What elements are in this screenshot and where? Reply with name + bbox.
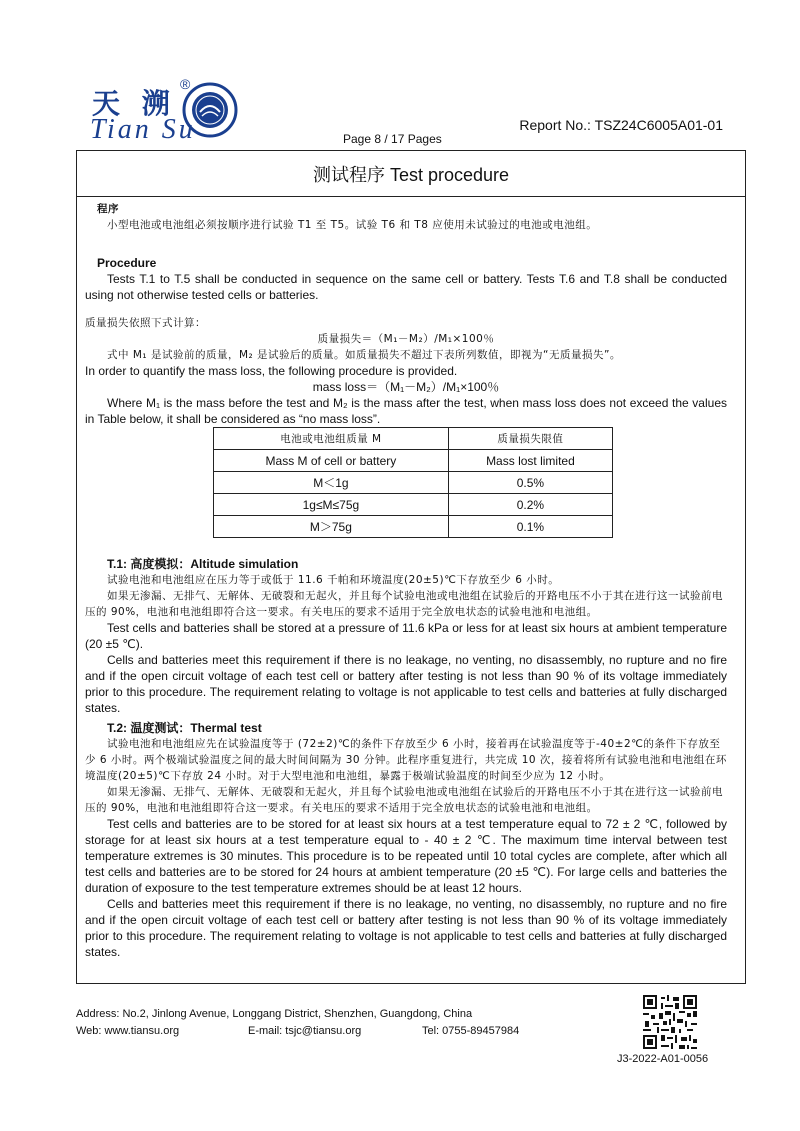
table-header-cell: Mass lost limited (448, 450, 612, 472)
report-number: Report No.: TSZ24C6005A01-01 (519, 117, 723, 133)
table-header-row-en (214, 450, 613, 472)
footer-email: E-mail: tsjc@tiansu.org (248, 1025, 362, 1037)
t1-text-en-1: Test cells and batteries shall be stored at a pressure of 11.6 kPa or less for at least six hours at ambient temperature (20 ±5 ℃). (85, 621, 727, 651)
footer-address: Address: No.2, Jinlong Avenue, Longgang District, Shenzhen, Guangdong, China (76, 1008, 473, 1020)
page-title: 测试程序 Test procedure (77, 151, 745, 197)
table-row (214, 494, 613, 516)
table-cell: 1g≤M≤75g (214, 494, 449, 516)
mass-loss-formula-en: mass loss＝（M₁－M₂）/M₁×100％ (312, 380, 500, 394)
tiansu-seal-icon (182, 82, 238, 138)
t2-text-en-2: Cells and batteries meet this requirement if there is no leakage, no venting, no disassembly, no rupture and no fire and if the open circuit voltage of each test cell or battery after testing is not less than 90 % of its voltage immediately prior to this procedure. The requirement relating to voltage is not applicable to test cells and batteries at fully discharged states. (85, 897, 727, 959)
t2-heading: T.2: 温度测试：Thermal test (107, 721, 262, 735)
table-header-cell: 电池或电池组质量 M (214, 428, 449, 450)
qr-code-icon (641, 993, 699, 1051)
procedure-heading-cn: 程序 (97, 203, 119, 215)
t1-text-cn-1: 试验电池和电池组应在压力等于或低于 11.6 千帕和环境温度(20±5)℃下存放至少 6 小时。 (107, 574, 560, 586)
table-row (214, 516, 613, 538)
table-cell: 0.5% (448, 472, 612, 494)
footer-web: Web: www.tiansu.org (76, 1025, 180, 1037)
t2-text-cn-1: 试验电池和电池组应先在试验温度等于 (72±2)℃的条件下存放至少 6 小时，接着再在试验温度等于-40±2℃的条件下存放至少 6 小时。两个极端试验温度之间的最大时间间隔为 30 分钟。此程序重复进行，共完成 10 次，接着将所有试验电池和电池组在环境温度(20±5)℃下存放 24 小时。对于大型电池和电池组，暴露于极端试验温度的时间至少应为 12 小时。 (85, 738, 727, 782)
procedure-text-en: Tests T.1 to T.5 shall be conducted in sequence on the same cell or battery. Tests T.6 and T.8 shall be conducted using not otherwise tested cells or batteries. (85, 272, 727, 302)
table-cell: 0.2% (448, 494, 612, 516)
table-header-cell: Mass M of cell or battery (214, 450, 449, 472)
t2-text-cn-2: 如果无渗漏、无排气、无解体、无破裂和无起火，并且每个试验电池或电池组在试验后的开路电压不小于其在进行这一试验前电压的 90%，电池和电池组即符合这一要求。有关电压的要求不适用于完全放电状态的试验电池和电池组。 (85, 786, 723, 814)
mass-loss-where-cn: 式中 M₁ 是试验前的质量，M₂ 是试验后的质量。如质量损失不超过下表所列数值，即视为“无质量损失”。 (107, 349, 621, 361)
page-number: Page 8 / 17 Pages (343, 132, 442, 146)
mass-loss-intro-en: In order to quantify the mass loss, the following procedure is provided. (85, 364, 458, 378)
logo-english-text: Tian Su (90, 114, 196, 145)
procedure-text-cn: 小型电池或电池组必须按顺序进行试验 T1 至 T5。试验 T6 和 T8 应使用未试验过的电池或电池组。 (107, 219, 598, 231)
footer-tel: Tel: 0755-89457984 (422, 1025, 520, 1037)
table-row (214, 472, 613, 494)
table-cell: 0.1% (448, 516, 612, 538)
test-procedure-frame (76, 150, 746, 984)
procedure-content (85, 201, 727, 960)
t1-heading: T.1: 高度模拟：Altitude simulation (107, 557, 299, 571)
table-cell: M＞75g (214, 516, 449, 538)
table-header-row-cn (214, 428, 613, 450)
mass-loss-where-en: Where M₁ is the mass before the test and M₂ is the mass after the test, when mass loss does not exceed the values in Table below, it shall be considered as “no mass loss”. (85, 396, 727, 426)
logo-chinese-text: 天 溯 (92, 87, 176, 120)
mass-loss-intro-cn: 质量损失依照下式计算： (85, 317, 206, 329)
t2-text-en-1: Test cells and batteries are to be stored for at least six hours at a test temperature equal to 72 ± 2 ℃, followed by storage for at least six hours at a test temperature equal to - 40 ± 2 ℃. The maximum time interval between test temperature extremes is 30 minutes. This procedure is to be repeated until 10 total cycles are complete, after which all test cells and batteries are to be stored for 24 hours at ambient temperature (20 ±5 ℃). For large cells and batteries the duration of exposure to the test temperature extremes should be at least 12 hours. (85, 817, 727, 895)
mass-loss-table (213, 427, 613, 538)
procedure-heading-en: Procedure (97, 256, 157, 270)
t1-text-cn-2: 如果无渗漏、无排气、无解体、无破裂和无起火，并且每个试验电池或电池组在试验后的开路电压不小于其在进行这一试验前电压的 90%，电池和电池组即符合这一要求。有关电压的要求不适用于完全放电状态的试验电池和电池组。 (85, 590, 723, 618)
table-header-cell: 质量损失限值 (448, 428, 612, 450)
table-cell: M＜1g (214, 472, 449, 494)
t1-text-en-2: Cells and batteries meet this requirement if there is no leakage, no venting, no disassembly, no rupture and no fire and if the open circuit voltage of each test cell or battery after testing is not less than 90 % of its voltage immediately prior to this procedure. The requirement relating to voltage is not applicable to test cells and batteries at fully discharged states. (85, 653, 727, 715)
registered-mark: ® (180, 76, 191, 92)
footer (76, 1006, 519, 1040)
document-id: J3-2022-A01-0056 (617, 1053, 709, 1065)
mass-loss-formula-cn: 质量损失＝（M₁－M₂）/M₁×100％ (317, 333, 495, 345)
